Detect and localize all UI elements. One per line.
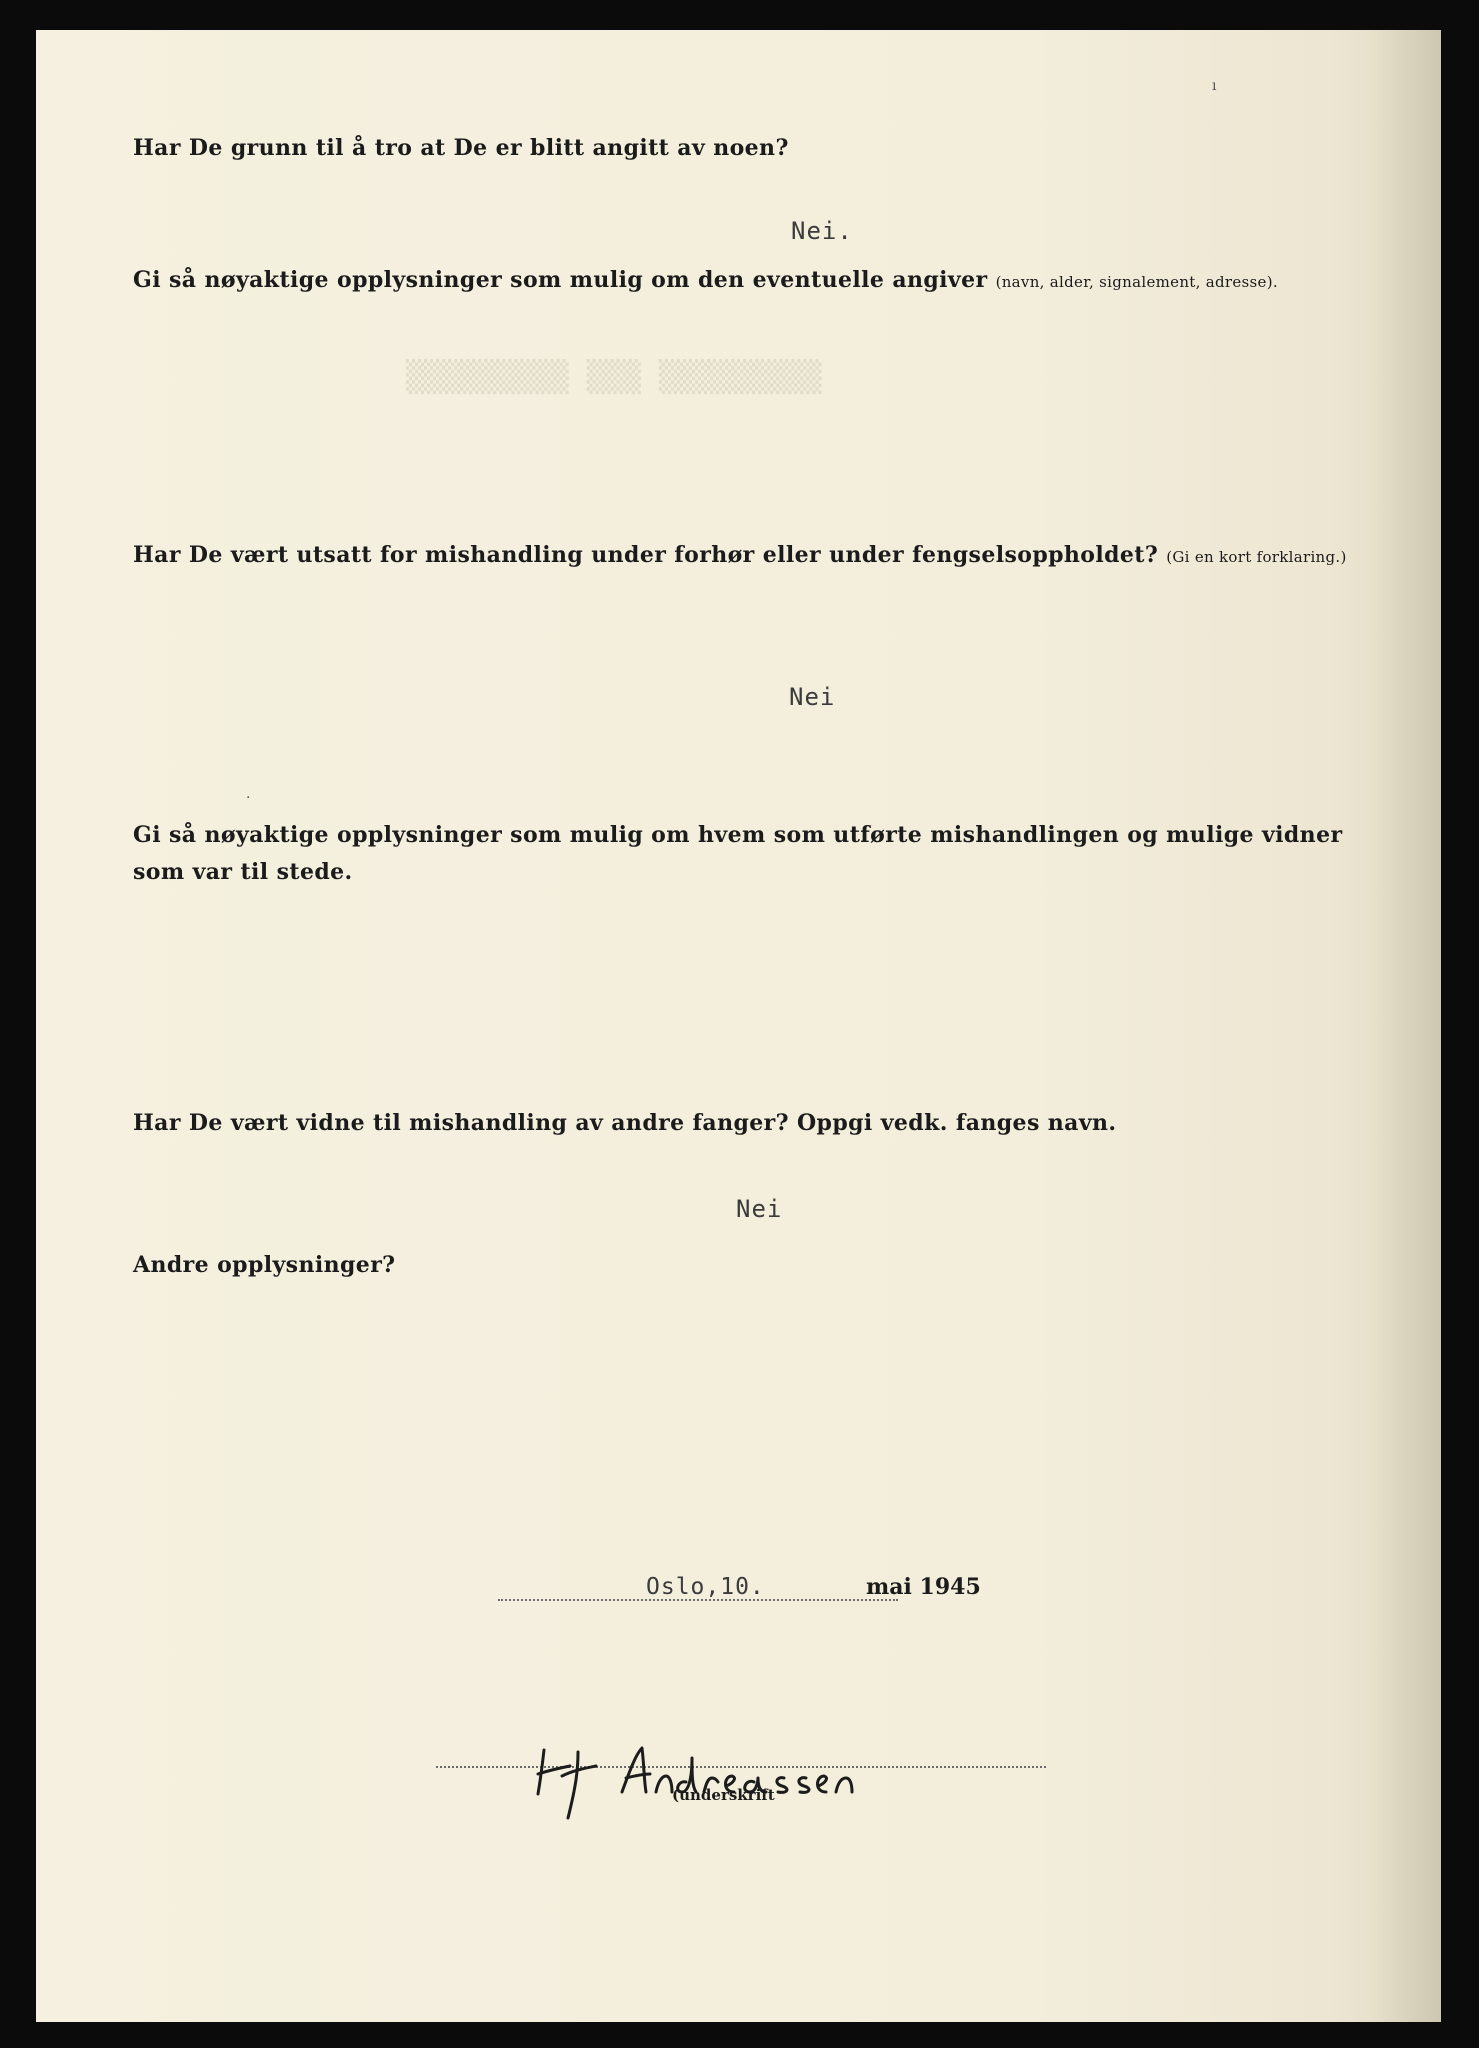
corner-mark: ı: [1212, 78, 1217, 94]
date-month-year: mai 1945: [866, 1574, 981, 1600]
document-page: [36, 30, 1441, 2022]
question-other-info: Andre opplysninger?: [133, 1252, 396, 1278]
date-place-day: Oslo,10.: [646, 1574, 765, 1600]
question-mistreatment-note: (Gi en kort forklaring.): [1166, 548, 1347, 566]
page-edge-shadow: [1371, 30, 1441, 2022]
question-informer-details-text: Gi så nøyaktige opplysninger som mulig om den eventuelle angiver: [133, 267, 988, 293]
question-mistreatment: [133, 542, 1347, 568]
answer-denounced: Nei.: [791, 217, 853, 245]
signature-label: (underskrift: [672, 1786, 775, 1804]
question-mistreatment-text: Har De vært utsatt for mishandling under forhør eller under fengselsoppholdet?: [133, 542, 1159, 568]
handwritten-signature: [526, 1730, 966, 1830]
question-perpetrators: Gi så nøyaktige opplysninger som mulig om hvem som utførte mishandlingen og mulige vidner som var til stede.: [133, 822, 1343, 885]
bleed-through-text: ▒▒▒▒▒▒▒▒▒ ▒▒▒ ▒▒▒▒▒▒▒▒▒: [406, 360, 822, 395]
question-informer-details-note: (navn, alder, signalement, adresse).: [995, 273, 1278, 291]
question-informer-details: [133, 267, 1278, 293]
question-denounced: Har De grunn til å tro at De er blitt angitt av noen?: [133, 135, 789, 161]
answer-mistreatment: Nei: [789, 683, 836, 711]
question-witness: Har De vært vidne til mishandling av andre fanger? Oppgi vedk. fanges navn.: [133, 1110, 1117, 1136]
stray-dot: ·: [246, 790, 251, 806]
answer-witness: Nei: [736, 1195, 783, 1223]
